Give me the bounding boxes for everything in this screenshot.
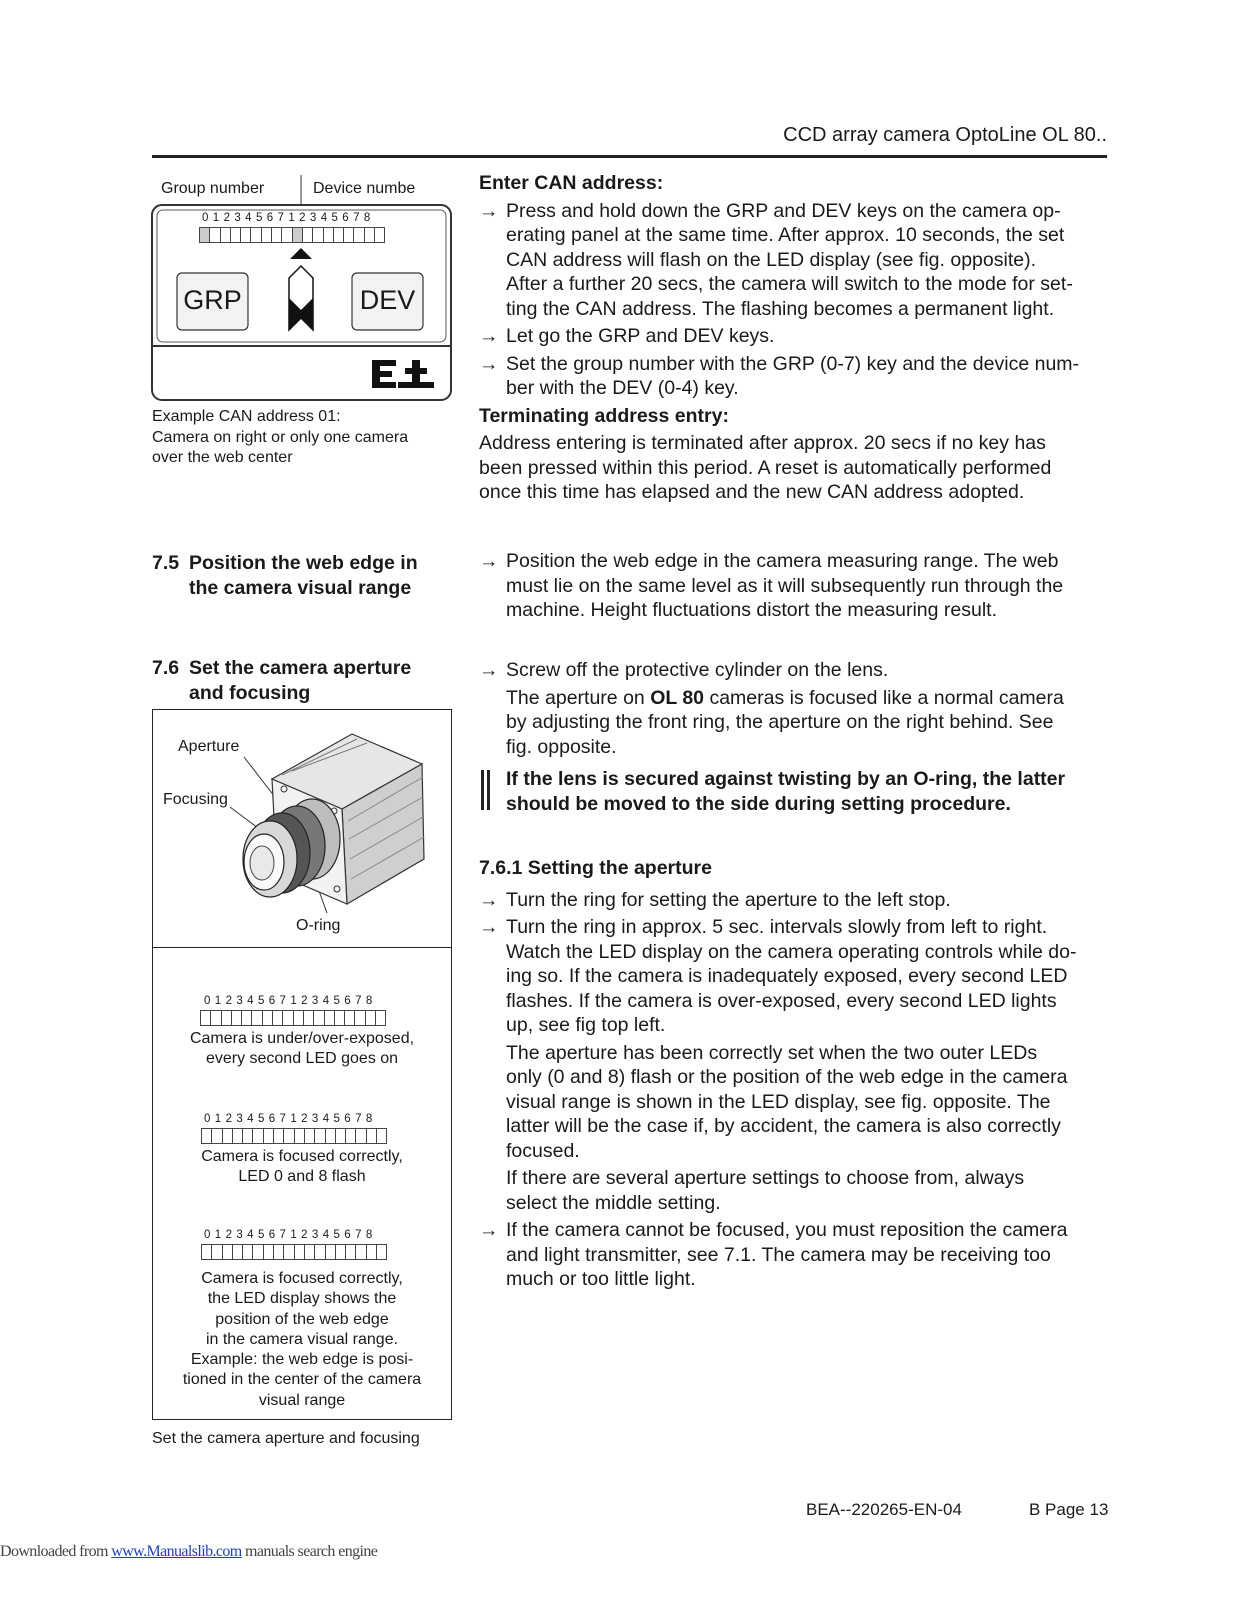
led-row-state-2 xyxy=(201,1128,386,1144)
focusing-label: Focusing xyxy=(163,791,228,808)
header-rule xyxy=(152,155,1107,158)
led-state-2-caption: Camera is focused correctly, LED 0 and 8 flash xyxy=(201,1148,403,1186)
list-item: → Let go the GRP and DEV keys. xyxy=(479,325,775,347)
header-title: CCD array camera OptoLine OL 80.. xyxy=(783,124,1107,146)
arrow-icon: → xyxy=(479,199,499,222)
group-number-label: Group number xyxy=(161,180,265,197)
section-7-5-text: → Position the web edge in the camera measuring range. The web must lie on the same level as it will subsequently run through the machine. Height fluctuations distort the measuring result. xyxy=(479,550,1064,621)
figure-divider xyxy=(152,947,452,948)
arrow-icon: → xyxy=(479,550,499,572)
panel-led-numbers: 0 1 2 3 4 5 6 7 1 2 3 4 5 6 7 8 xyxy=(202,212,371,224)
o-ring-note: If the lens is secured against twisting by an O-ring, the latter should be moved to the side during setting procedure. xyxy=(506,768,1066,815)
list-item: → If the camera cannot be focused, you must reposition the camera and light transmitter, see 7.1. The camera may be receiving too much or too little light. xyxy=(479,1219,1068,1290)
section-7-6-text xyxy=(479,658,1109,759)
enter-can-heading: Enter CAN address: xyxy=(479,172,664,194)
footer-doc-id: BEA--220265-EN-04 xyxy=(806,1500,962,1519)
enter-can-section: Enter CAN address: → Press and hold down the GRP and DEV keys on the camera op- erating panel at the same time. After approx. 10 seconds, the set CAN address will flash on the LED display (see fig. opposite). After a further 20 secs, the camera will switch to the mode for set- ting the CAN address. The flashing becomes a permanent light. → Let go the GRP and DEV keys. → Set the group number with the GRP (0-7) key and the device num- ber with the DEV (0-4) key. Terminating address entry: Address entering is terminated after approx. 20 secs if no key has been pressed within this period. A reset is automatically performed once this time has elapsed and the new CAN address adopted. xyxy=(479,171,1109,505)
arrow-icon: → xyxy=(479,325,499,347)
manualslib-link[interactable]: www.Manualslib.com xyxy=(111,1543,242,1560)
section-7-5-title: 7.5 Position the web edge in the camera visual range xyxy=(152,552,418,599)
list-item: → Turn the ring for setting the aperture to the left stop. xyxy=(479,888,951,911)
grp-key-label: GRP xyxy=(183,285,242,315)
led-state-3-caption: Camera is focused correctly, the LED display shows the position of the web edge in the camera visual range. Example: the web edge is posi- tioned in the center of the camera visual range xyxy=(182,1270,422,1409)
led-row-state-3 xyxy=(201,1244,386,1260)
middle-setting-paragraph: If there are several aperture settings to choose from, always select the middle setting. xyxy=(506,1167,1025,1214)
caption-line: over the web center xyxy=(152,449,293,466)
section-7-6-title: 7.6 Set the camera aperture and focusing xyxy=(152,657,412,704)
aperture-set-paragraph: The aperture has been correctly set when the two outer LEDs only (0 and 8) flash or the position of the web edge in the camera visual range is shown in the LED display, see fig. opposite. The latter will be the case if, by accident, the camera is also correctly focused. xyxy=(506,1041,1068,1162)
arrow-icon: → xyxy=(479,916,499,938)
list-item: → Press and hold down the GRP and DEV keys on the camera op- erating panel at the same time. After approx. 10 seconds, the set CAN address will flash on the LED display (see fig. opposite). After a further 20 secs, the camera will switch to the mode for set- ting the CAN address. The flashing becomes a permanent light. xyxy=(479,199,1073,320)
led-numbers: 0 1 2 3 4 5 6 7 1 2 3 4 5 6 7 8 xyxy=(204,1113,373,1125)
led-numbers: 0 1 2 3 4 5 6 7 1 2 3 4 5 6 7 8 xyxy=(204,995,373,1007)
caption-line: Camera on right or only one camera xyxy=(152,428,409,446)
camera-illustration xyxy=(152,709,452,947)
list-item: → Set the group number with the GRP (0-7) key and the device num- ber with the DEV (0-4) key. xyxy=(479,352,1080,399)
led-state-1-caption: Camera is under/over-exposed, every second LED goes on xyxy=(189,1030,415,1068)
list-item: → Turn the ring in approx. 5 sec. intervals slowly from left to right. Watch the LED display on the camera operating controls while do- ing so. If the camera is inadequately exposed, every second LED flashes. If the camera is over-exposed, every second LED lights up, see fig top left. xyxy=(479,916,1077,1036)
led-numbers: 0 1 2 3 4 5 6 7 1 2 3 4 5 6 7 8 xyxy=(204,1229,373,1241)
aperture-paragraph: The aperture on OL 80 cameras is focused like a normal camera by adjusting the front ring, the aperture on the right behind. See fig. opposite. xyxy=(506,686,1064,758)
dev-key-label: DEV xyxy=(359,285,416,315)
aperture-label: Aperture xyxy=(178,738,240,755)
arrow-icon: → xyxy=(479,1219,499,1241)
footer-page-number: B Page 13 xyxy=(1029,1500,1109,1519)
section-7-6-1 xyxy=(479,856,1109,1292)
o-ring-label: O-ring xyxy=(296,917,341,934)
terminating-heading: Terminating address entry: xyxy=(479,404,729,427)
list-item: → Screw off the protective cylinder on the lens. xyxy=(479,659,889,681)
arrow-icon: → xyxy=(479,888,499,911)
led-row-state-1 xyxy=(200,1010,385,1026)
camera-figure-caption: Set the camera aperture and focusing xyxy=(152,1430,420,1447)
arrow-icon: → xyxy=(479,659,499,681)
download-footer: Downloaded from www.Manualslib.com manuals search engine xyxy=(0,1543,378,1560)
caption-line: Example CAN address 01: xyxy=(152,408,341,425)
panel-caption xyxy=(152,407,452,469)
device-number-label: Device numbe xyxy=(313,180,416,197)
panel-led-row xyxy=(199,227,384,243)
section-7-6-1-heading: 7.6.1 Setting the aperture xyxy=(479,857,712,879)
arrow-icon: → xyxy=(479,352,499,375)
